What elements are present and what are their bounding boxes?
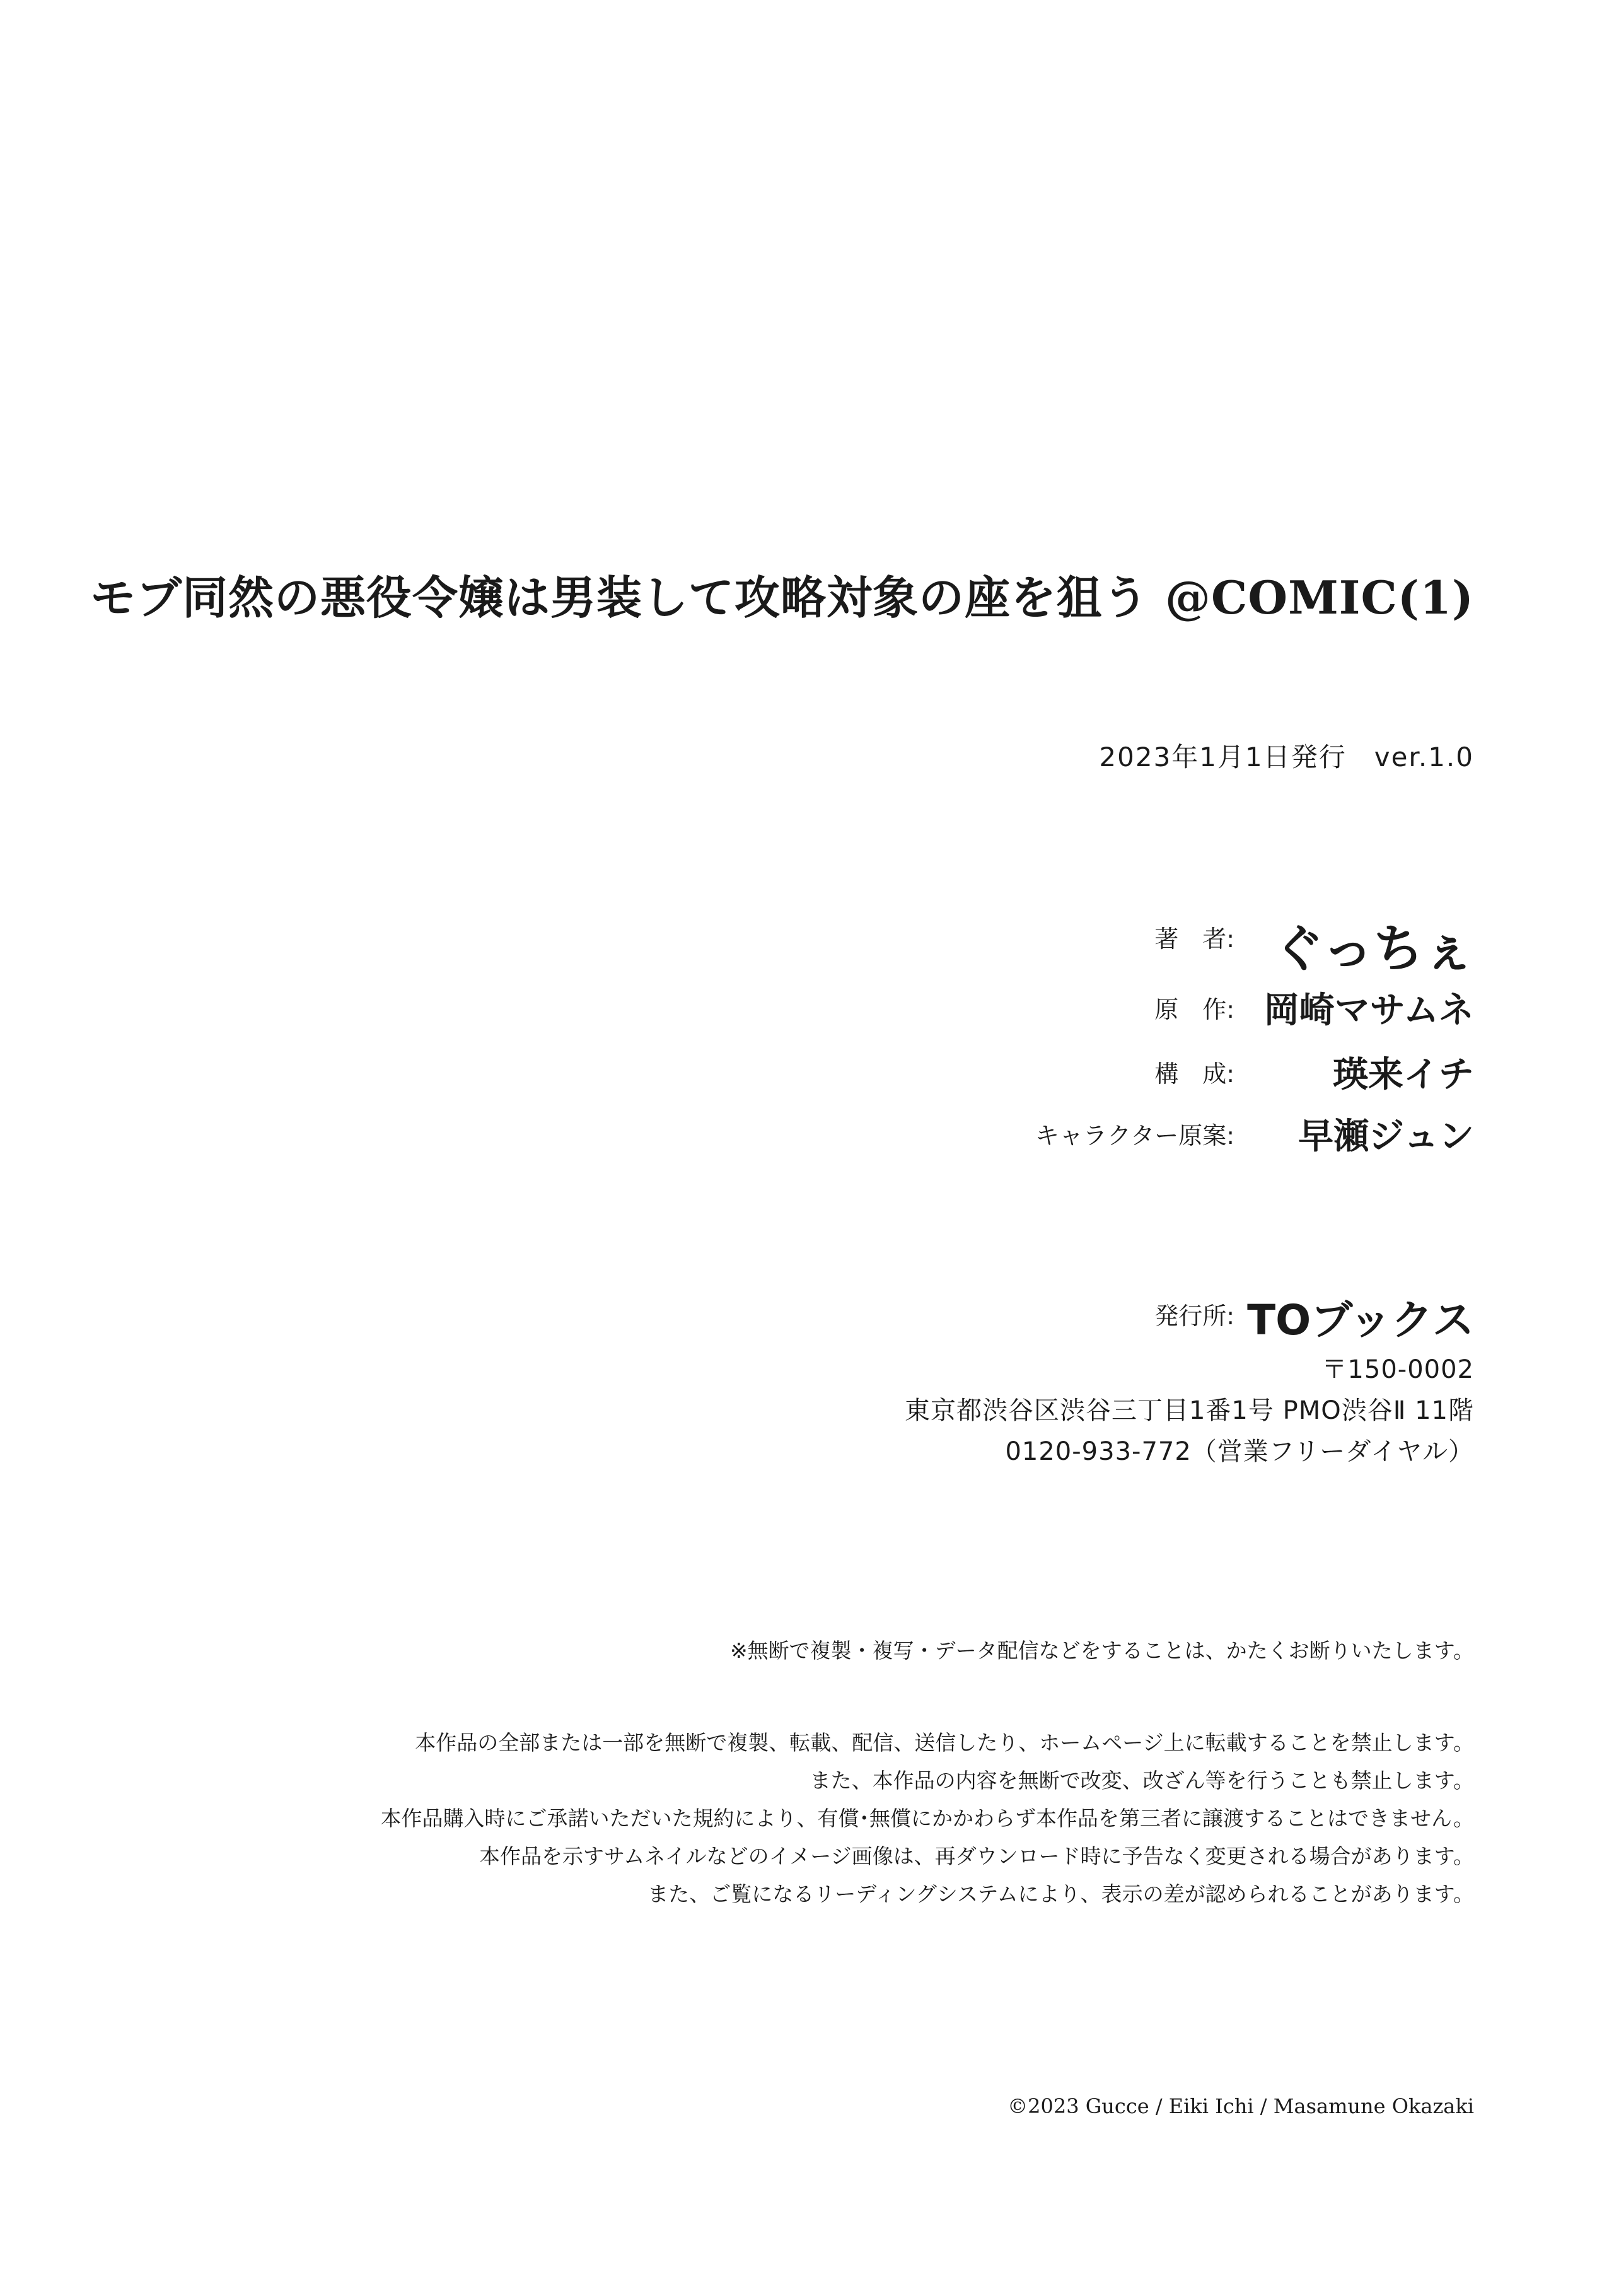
credit-label: 著 者: bbox=[1154, 925, 1234, 953]
notice-line: また、ご覧になるリーディングシステムにより、表示の差が認められることがあります。 bbox=[647, 1882, 1474, 1906]
notice-line: 本作品の全部または一部を無断で複製、転載、配信、送信したり、ホームページ上に転載することを禁止します。 bbox=[415, 1730, 1474, 1755]
publisher-name: TOブックス bbox=[1247, 1296, 1474, 1344]
notice-line: 本作品を示すサムネイルなどのイメージ画像は、再ダウンロード時に予告なく変更される場合があります。 bbox=[479, 1844, 1474, 1868]
credit-value: 早瀬ジュン bbox=[1298, 1116, 1474, 1157]
notice-main: ※無断で複製・複写・データ配信などをすることは、かたくお断りいたします。 bbox=[729, 1638, 1474, 1663]
issue-date: 2023年1月1日発行 ver.1.0 bbox=[1099, 742, 1474, 772]
postal-code: 〒150-0002 bbox=[1321, 1355, 1474, 1384]
credit-label: キャラクター原案: bbox=[1035, 1122, 1234, 1150]
book-title: モブ同然の悪役令嬢は男装して攻略対象の座を狙う @COMIC(1) bbox=[90, 571, 1474, 624]
credit-original bbox=[0, 982, 1474, 1031]
publisher-label: 発行所: bbox=[1154, 1302, 1234, 1330]
credit-value: 岡崎マサムネ bbox=[1263, 990, 1474, 1031]
notice-line: 本作品購入時にご承諾いただいた規約により、有償･無償にかかわらず本作品を第三者に譲渡することはできません。 bbox=[380, 1806, 1474, 1831]
credit-author bbox=[0, 908, 1474, 978]
credit-label: 原 作: bbox=[1154, 996, 1234, 1023]
phone: 0120-933-772（営業フリーダイヤル） bbox=[1005, 1437, 1474, 1466]
credit-label: 構 成: bbox=[1154, 1060, 1234, 1088]
copyright: ©2023 Gucce / Eiki Ichi / Masamune Okazaki bbox=[1007, 2094, 1474, 2118]
notice-line: また、本作品の内容を無断で改変、改ざん等を行うことも禁止します。 bbox=[810, 1768, 1474, 1793]
address: 東京都渋谷区渋谷三丁目1番1号 PMO渋谷Ⅱ 11階 bbox=[904, 1396, 1474, 1425]
credit-value: 瑛来イチ bbox=[1333, 1054, 1474, 1095]
credit-value: ぐっちぇ bbox=[1273, 919, 1474, 978]
publisher-row bbox=[0, 1286, 1474, 1344]
credit-character-design bbox=[0, 1109, 1474, 1157]
credit-composition bbox=[0, 1047, 1474, 1095]
